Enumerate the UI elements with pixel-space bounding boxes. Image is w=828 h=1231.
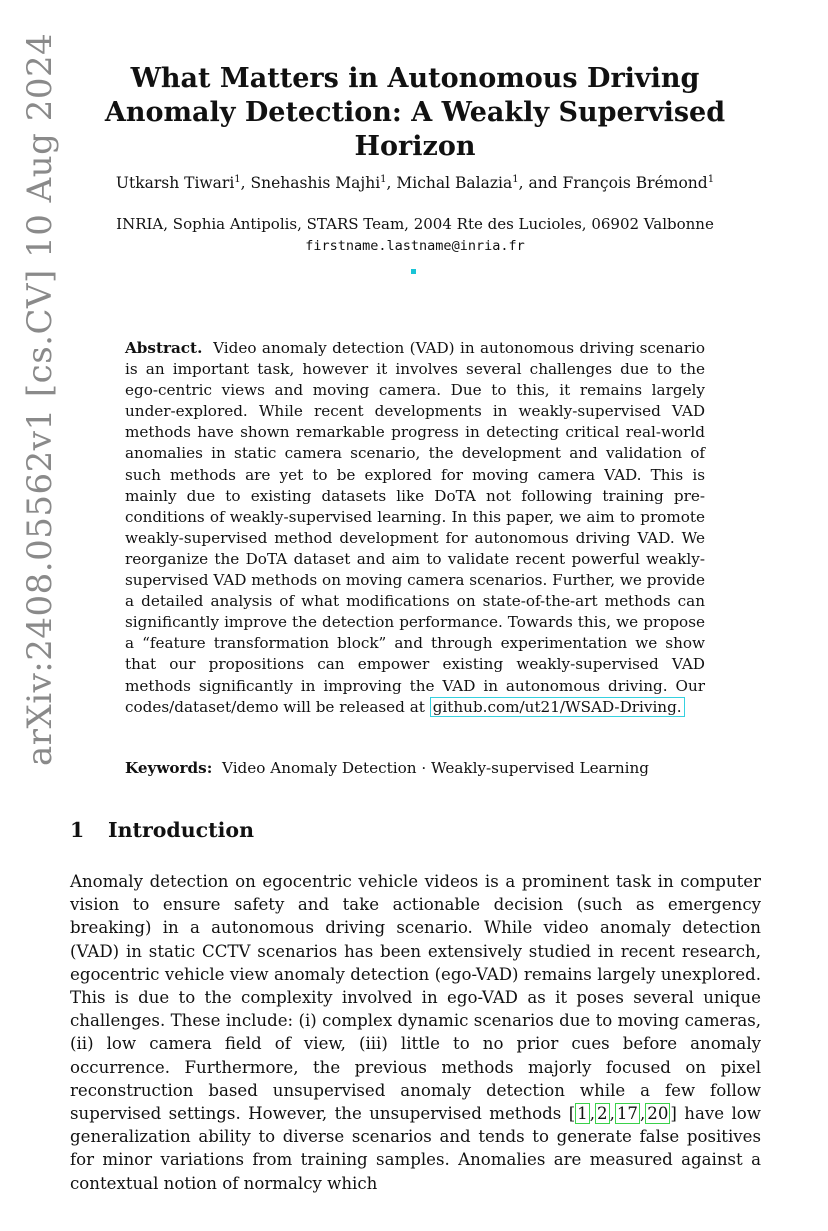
- affiliation: INRIA, Sophia Antipolis, STARS Team, 2004 Rte des Lucioles, 06902 Valbonne: [116, 215, 714, 233]
- abstract-label: Abstract.: [125, 339, 203, 357]
- arxiv-identifier-stamp: arXiv:2408.05562v1 [cs.CV] 10 Aug 2024: [20, 32, 60, 766]
- author-affiliation-mark: 1: [234, 174, 241, 185]
- author-separator: ,: [240, 174, 251, 193]
- paper-title: What Matters in Autonomous Driving Anomaly Detection: A Weakly Supervised Horizon: [104, 63, 726, 162]
- introduction-paragraph: Anomaly detection on egocentric vehicle videos is a prominent task in computer vision to ensure safety and take actionable decision (such as emergency breaking) in a autonomous driving scenario. While video anomaly detection (VAD) in static CCTV scenarios has been extensively studied in recent research, egocentric vehicle view anomaly detection (ego-VAD) remains largely unexplored. This is due to the complexity involved in ego-VAD as it poses several unique challenges. These include: (i) complex dynamic scenarios due to moving cameras, (ii) low camera field of view, (iii) little to no prior cues before anomaly occurrence. Furthermore, the previous methods majorly focused on pixel reconstruction based unsupervised anomaly detection while a few follow supervised settings. However, the unsupervised methods [ 1 , 2 , 17 , 20 ] have low generalization ability to diverse scenarios and tends to generate false positives for minor variations from training samples. Anomalies are measured against a contextual notion of normalcy which: [70, 872, 761, 1193]
- author-separator: ,: [386, 174, 397, 193]
- link-marker-dot: [411, 269, 416, 274]
- author-affiliation-mark: 1: [707, 174, 715, 185]
- section-heading: [70, 818, 254, 842]
- intro-text-after: ] have low generalization ability to diverse scenarios and tends to generate false positives for minor variations from training samples. Anomalies are measured against a contextual notion of normalcy which: [70, 1104, 761, 1193]
- citation-link[interactable]: 20: [647, 1104, 669, 1124]
- abstract: [125, 338, 705, 718]
- section-title: Introduction: [108, 818, 254, 842]
- author-list: [70, 174, 760, 192]
- author-email: firstname.lastname@inria.fr: [305, 238, 525, 254]
- author-separator: , and: [518, 174, 563, 193]
- abstract-text: Video anomaly detection (VAD) in autonomous driving scenario is an important task, however it involves several challenges due to the ego-centric views and moving camera. Due to this, it remains largely under-explored. While recent developments in weakly-supervised VAD methods have shown remarkable progress in detecting critical real-world anomalies in static camera scenario, the development and validation of such methods are yet to be explored for moving camera VAD. This is mainly due to existing datasets like DoTA not following training pre-conditions of weakly-supervised learning. In this paper, we aim to promote weakly-supervised method development for autonomous driving VAD. We reorganize the DoTA dataset and aim to validate recent powerful weakly-supervised VAD methods on moving camera scenarios. Further, we provide a detailed analysis of what modifications on state-of-the-art methods can significantly improve the detection performance. Towards this, we propose a “feature transformation block” and through experimentation we show that our propositions can empower existing weakly-supervised VAD methods significantly in improving the VAD in autonomous driving. Our codes/dataset/demo will be released at: [125, 339, 705, 716]
- code-repository-link[interactable]: github.com/ut21/WSAD-Driving.: [430, 697, 685, 717]
- citation-link[interactable]: 17: [616, 1104, 638, 1124]
- citation-link[interactable]: 2: [597, 1104, 608, 1124]
- intro-text-before: Anomaly detection on egocentric vehicle videos is a prominent task in computer vision to ensure safety and take actionable decision (such as emergency breaking) in a autonomous driving scenario. While video anomaly detection (VAD) in static CCTV scenarios has been extensively studied in recent research, egocentric vehicle view anomaly detection (ego-VAD) remains largely unexplored. This is due to the complexity involved in ego-VAD as it poses several unique challenges. These include: (i) complex dynamic scenarios due to moving cameras, (ii) low camera field of view, (iii) little to no prior cues before anomaly occurrence. Furthermore, the previous methods majorly focused on pixel reconstruction based unsupervised anomaly detection while a few follow supervised settings. However, the unsupervised methods [: [70, 872, 761, 1124]
- author-name: Snehashis Majhi: [250, 174, 381, 193]
- author-name: Utkarsh Tiwari: [115, 174, 235, 193]
- author-name: François Brémond: [562, 174, 708, 193]
- author-affiliation-mark: 1: [380, 174, 387, 185]
- author-name: Michal Balazia: [396, 174, 513, 193]
- author-affiliation-mark: 1: [512, 174, 519, 185]
- keywords-label: Keywords:: [125, 759, 213, 777]
- keywords-text: Video Anomaly Detection · Weakly-supervised Learning: [222, 759, 650, 777]
- keywords: [125, 759, 705, 777]
- citation-link[interactable]: 1: [577, 1104, 588, 1124]
- section-number: 1: [70, 818, 85, 842]
